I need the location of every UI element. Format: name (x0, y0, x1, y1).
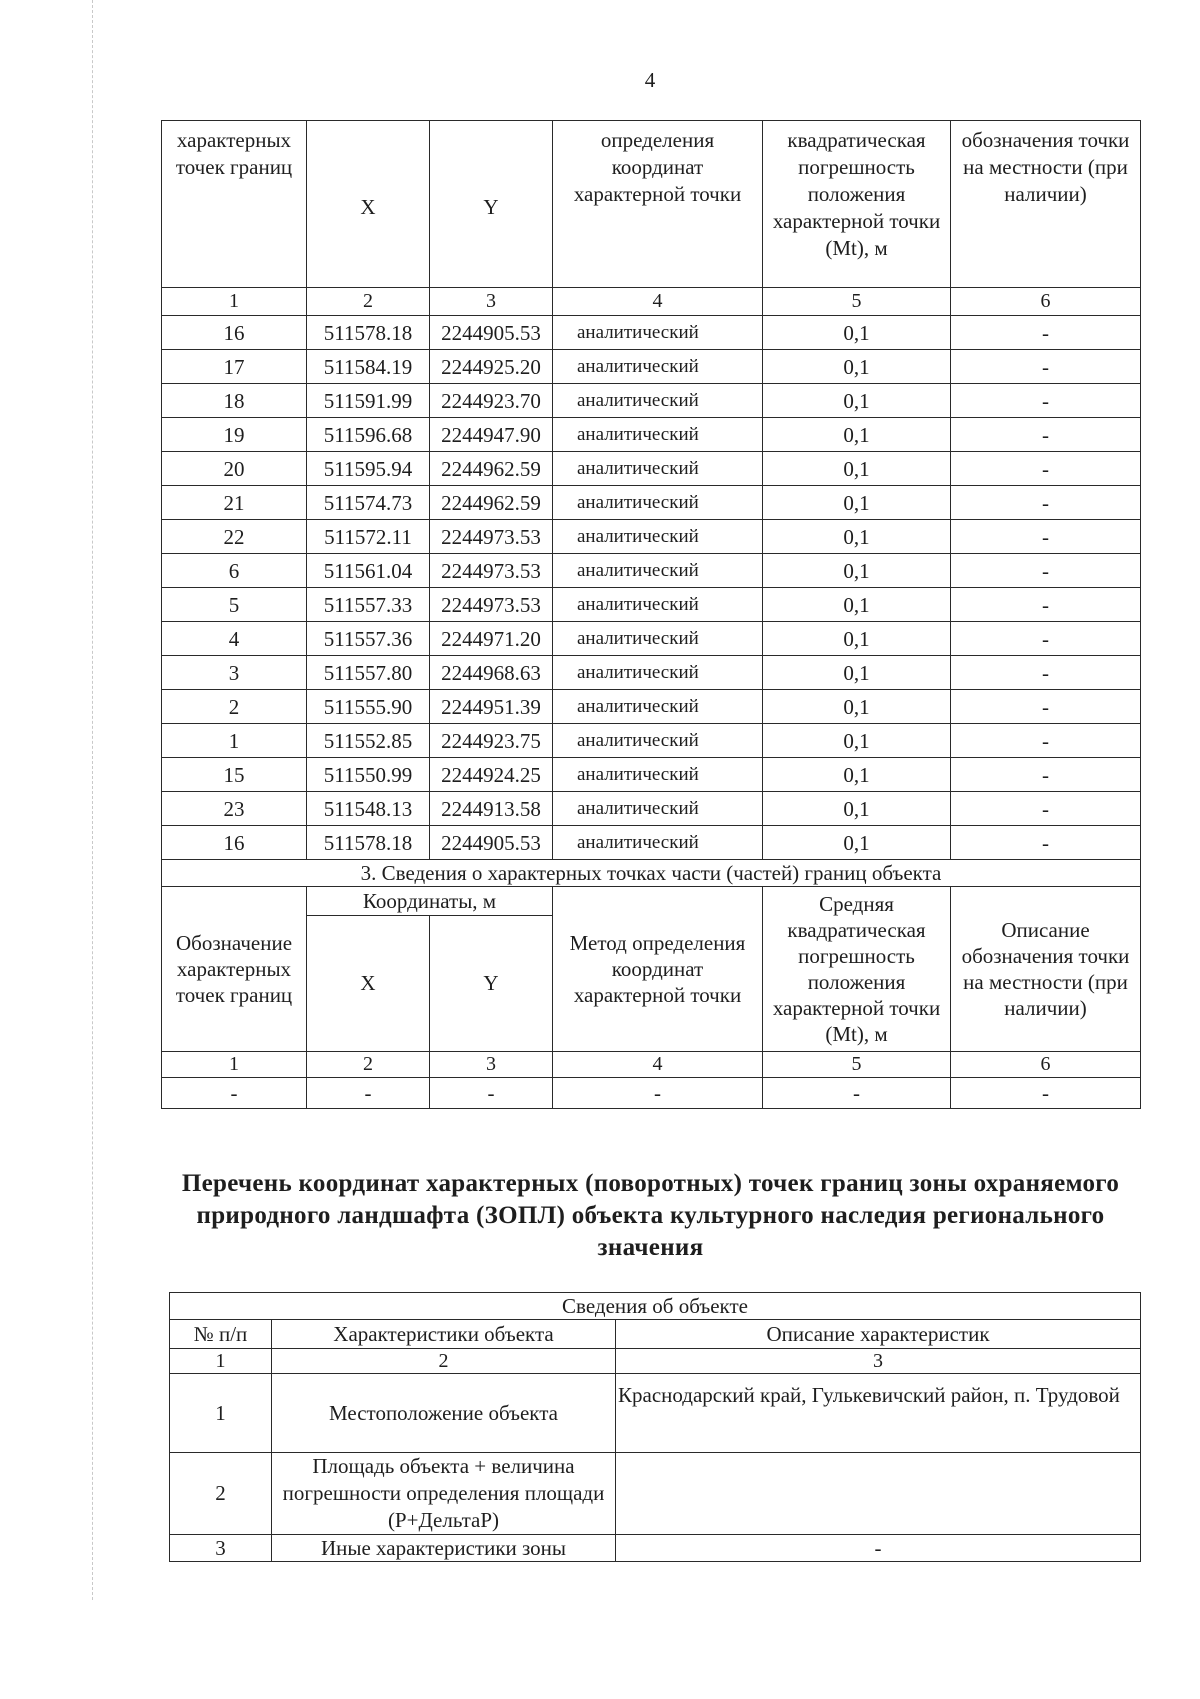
table-row (162, 656, 1141, 690)
table-header-row (162, 121, 1141, 288)
table-row (162, 452, 1141, 486)
method-cell: аналитический (553, 520, 763, 554)
y-cell: 2244913.58 (430, 792, 553, 826)
characteristic-cell: Площадь объекта + величина погрешности определения площади (P+ДельтаP) (272, 1453, 616, 1535)
y-cell: 2244905.53 (430, 826, 553, 860)
accuracy-cell: 0,1 (763, 724, 951, 758)
characteristic-value-cell: Краснодарский край, Гулькевичский район, п. Трудовой (616, 1374, 1141, 1453)
table-row (162, 826, 1141, 860)
description-cell: - (951, 316, 1141, 350)
table-row (162, 792, 1141, 826)
accuracy-cell: 0,1 (763, 384, 951, 418)
section-heading: Перечень координат характерных (поворотных) точек границ зоны охраняемого природного ландшафта (ЗОПЛ) объекта культурного наследия регионального значения (181, 1170, 1120, 1261)
header-row-number: № п/п (170, 1320, 272, 1349)
table-row (162, 384, 1141, 418)
table-row (162, 622, 1141, 656)
accuracy-cell: 0,1 (763, 826, 951, 860)
column-number: 3 (430, 288, 553, 316)
method-cell: аналитический (553, 316, 763, 350)
method-cell: аналитический (553, 554, 763, 588)
table-row (162, 588, 1141, 622)
object-table-header-row (170, 1320, 1141, 1349)
object-table-title: Сведения об объекте (170, 1293, 1141, 1320)
description-cell: - (951, 384, 1141, 418)
method-cell: аналитический (553, 758, 763, 792)
description-cell: - (951, 588, 1141, 622)
column-number: 2 (307, 288, 430, 316)
x-cell: 511595.94 (307, 452, 430, 486)
description-cell: - (951, 418, 1141, 452)
x-cell: 511578.18 (307, 316, 430, 350)
accuracy-cell: 0,1 (763, 350, 951, 384)
y-cell: 2244905.53 (430, 316, 553, 350)
characteristic-cell: Местоположение объекта (272, 1374, 616, 1453)
method-cell: аналитический (553, 384, 763, 418)
point-cell: 19 (162, 418, 307, 452)
point-cell: 16 (162, 826, 307, 860)
header-characteristic: Характеристики объекта (272, 1320, 616, 1349)
column-number: 1 (162, 288, 307, 316)
table-row (170, 1374, 1141, 1453)
column-number: 3 (430, 1052, 553, 1078)
point-cell: 5 (162, 588, 307, 622)
accuracy-cell: 0,1 (763, 486, 951, 520)
point-cell: 4 (162, 622, 307, 656)
method-cell: аналитический (553, 622, 763, 656)
header-point-designation: характерных точек границ (162, 121, 307, 288)
header-y: Y (430, 121, 553, 288)
point-cell: 22 (162, 520, 307, 554)
description-cell: - (951, 690, 1141, 724)
column-number: 1 (170, 1349, 272, 1374)
characteristic-value-cell: - (616, 1535, 1141, 1562)
y-cell: 2244962.59 (430, 452, 553, 486)
x-cell: 511572.11 (307, 520, 430, 554)
empty-cell: - (430, 1078, 553, 1109)
table-row (162, 724, 1141, 758)
point-cell: 2 (162, 690, 307, 724)
page-number: 4 (644, 68, 656, 92)
method-cell: аналитический (553, 690, 763, 724)
column-number-row (162, 288, 1141, 316)
method-cell: аналитический (553, 792, 763, 826)
description-cell: - (951, 554, 1141, 588)
point-cell: 15 (162, 758, 307, 792)
coordinates-table (161, 120, 1141, 1109)
description-cell: - (951, 452, 1141, 486)
accuracy-cell: 0,1 (763, 554, 951, 588)
x-cell: 511596.68 (307, 418, 430, 452)
section-3-header-method: Метод определения координат характерной точки (553, 887, 763, 1052)
point-cell: 3 (162, 656, 307, 690)
column-number: 5 (763, 1052, 951, 1078)
table-row (162, 758, 1141, 792)
section-3-header-x: X (307, 916, 430, 1052)
empty-cell: - (307, 1078, 430, 1109)
y-cell: 2244962.59 (430, 486, 553, 520)
empty-cell: - (162, 1078, 307, 1109)
section-3-header-accuracy: Средняя квадратическая погрешность положения характерной точки (Mt), м (763, 887, 951, 1052)
object-info-table (169, 1292, 1141, 1562)
accuracy-cell: 0,1 (763, 316, 951, 350)
y-cell: 2244973.53 (430, 554, 553, 588)
object-table-title-row (170, 1293, 1141, 1320)
table-row (162, 350, 1141, 384)
y-cell: 2244968.63 (430, 656, 553, 690)
binding-margin-line (92, 0, 93, 1600)
column-number: 4 (553, 1052, 763, 1078)
method-cell: аналитический (553, 418, 763, 452)
table-row (170, 1453, 1141, 1535)
point-cell: 23 (162, 792, 307, 826)
section-3-header-point: Обозначение характерных точек границ (162, 887, 307, 1052)
section-3-header-row (162, 887, 1141, 916)
point-cell: 20 (162, 452, 307, 486)
section-3-data-row (162, 1078, 1141, 1109)
accuracy-cell: 0,1 (763, 418, 951, 452)
x-cell: 511584.19 (307, 350, 430, 384)
method-cell: аналитический (553, 656, 763, 690)
method-cell: аналитический (553, 724, 763, 758)
x-cell: 511591.99 (307, 384, 430, 418)
point-cell: 21 (162, 486, 307, 520)
description-cell: - (951, 350, 1141, 384)
description-cell: - (951, 826, 1141, 860)
empty-cell: - (553, 1078, 763, 1109)
column-number: 3 (616, 1349, 1141, 1374)
point-cell: 1 (162, 724, 307, 758)
section-3-column-number-row (162, 1052, 1141, 1078)
x-cell: 511557.33 (307, 588, 430, 622)
y-cell: 2244924.25 (430, 758, 553, 792)
row-number-cell: 2 (170, 1453, 272, 1535)
method-cell: аналитический (553, 452, 763, 486)
x-cell: 511555.90 (307, 690, 430, 724)
row-number-cell: 1 (170, 1374, 272, 1453)
accuracy-cell: 0,1 (763, 588, 951, 622)
header-method: определения координат характерной точки (553, 121, 763, 288)
accuracy-cell: 0,1 (763, 758, 951, 792)
table-row (162, 486, 1141, 520)
header-x: X (307, 121, 430, 288)
y-cell: 2244923.75 (430, 724, 553, 758)
point-cell: 17 (162, 350, 307, 384)
x-cell: 511561.04 (307, 554, 430, 588)
method-cell: аналитический (553, 588, 763, 622)
method-cell: аналитический (553, 826, 763, 860)
empty-cell: - (951, 1078, 1141, 1109)
section-3-title: 3. Сведения о характерных точках части (частей) границ объекта (162, 860, 1141, 887)
x-cell: 511550.99 (307, 758, 430, 792)
accuracy-cell: 0,1 (763, 520, 951, 554)
x-cell: 511578.18 (307, 826, 430, 860)
x-cell: 511557.80 (307, 656, 430, 690)
accuracy-cell: 0,1 (763, 452, 951, 486)
description-cell: - (951, 724, 1141, 758)
header-accuracy: квадратическая погрешность положения характерной точки (Mt), м (763, 121, 951, 288)
accuracy-cell: 0,1 (763, 690, 951, 724)
header-description: обозначения точки на местности (при наличии) (951, 121, 1141, 288)
section-3-header-description: Описание обозначения точки на местности (при наличии) (951, 887, 1141, 1052)
table-row (162, 554, 1141, 588)
table-row (162, 316, 1141, 350)
table-row (162, 520, 1141, 554)
y-cell: 2244971.20 (430, 622, 553, 656)
accuracy-cell: 0,1 (763, 656, 951, 690)
characteristic-cell: Иные характеристики зоны (272, 1535, 616, 1562)
y-cell: 2244951.39 (430, 690, 553, 724)
description-cell: - (951, 792, 1141, 826)
section-3-header-y: Y (430, 916, 553, 1052)
characteristic-value-cell (616, 1453, 1141, 1535)
method-cell: аналитический (553, 350, 763, 384)
empty-cell: - (763, 1078, 951, 1109)
description-cell: - (951, 656, 1141, 690)
table-row (162, 418, 1141, 452)
row-number-cell: 3 (170, 1535, 272, 1562)
y-cell: 2244925.20 (430, 350, 553, 384)
method-cell: аналитический (553, 486, 763, 520)
x-cell: 511548.13 (307, 792, 430, 826)
point-cell: 16 (162, 316, 307, 350)
object-table-column-number-row (170, 1349, 1141, 1374)
y-cell: 2244973.53 (430, 520, 553, 554)
section-3-header-coordinates: Координаты, м (307, 887, 553, 916)
description-cell: - (951, 758, 1141, 792)
column-number: 6 (951, 1052, 1141, 1078)
accuracy-cell: 0,1 (763, 792, 951, 826)
y-cell: 2244973.53 (430, 588, 553, 622)
column-number: 5 (763, 288, 951, 316)
section-3-title-row (162, 860, 1141, 887)
x-cell: 511557.36 (307, 622, 430, 656)
description-cell: - (951, 520, 1141, 554)
description-cell: - (951, 622, 1141, 656)
y-cell: 2244923.70 (430, 384, 553, 418)
accuracy-cell: 0,1 (763, 622, 951, 656)
table-row (170, 1535, 1141, 1562)
column-number: 4 (553, 288, 763, 316)
column-number: 2 (272, 1349, 616, 1374)
table-row (162, 690, 1141, 724)
point-cell: 18 (162, 384, 307, 418)
x-cell: 511552.85 (307, 724, 430, 758)
y-cell: 2244947.90 (430, 418, 553, 452)
description-cell: - (951, 486, 1141, 520)
x-cell: 511574.73 (307, 486, 430, 520)
header-characteristic-description: Описание характеристик (616, 1320, 1141, 1349)
column-number: 1 (162, 1052, 307, 1078)
column-number: 6 (951, 288, 1141, 316)
point-cell: 6 (162, 554, 307, 588)
column-number: 2 (307, 1052, 430, 1078)
